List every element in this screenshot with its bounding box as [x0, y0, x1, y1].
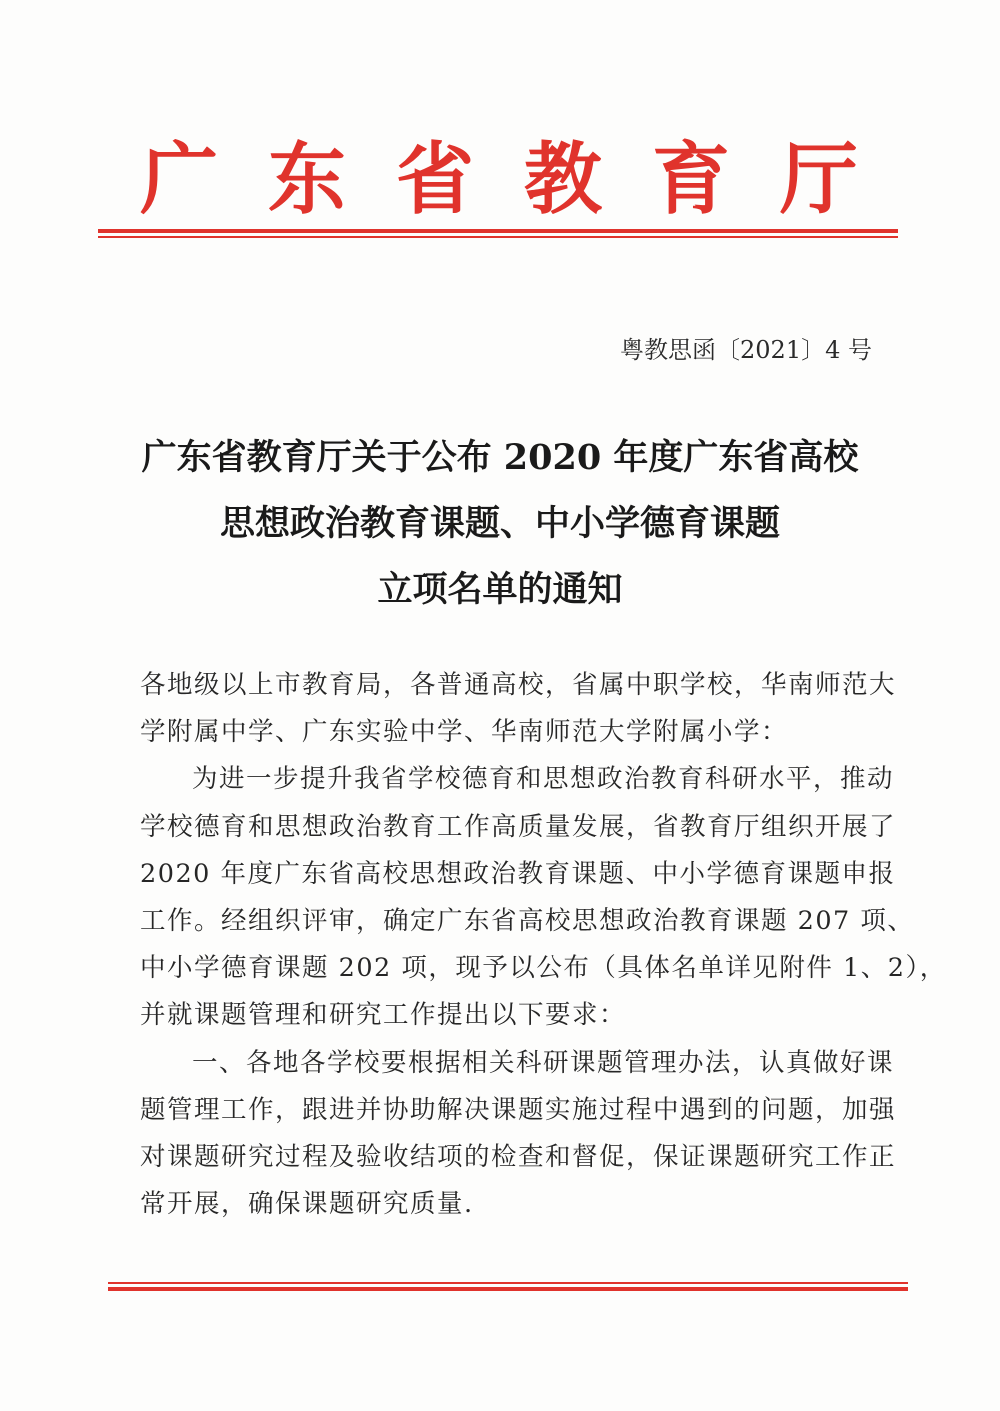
masthead-red-rule	[98, 229, 898, 238]
masthead-char: 教	[523, 134, 602, 225]
masthead	[100, 130, 900, 230]
body-line: 学校德育和思想政治教育工作高质量发展，省教育厅组织开展了	[140, 811, 897, 842]
title-line: 广东省教育厅关于公布 2020 年度广东省高校	[141, 437, 859, 478]
document-body	[140, 662, 947, 1228]
body-line: 题管理工作，跟进并协助解决课题实施过程中遇到的问题，加强	[140, 1094, 897, 1125]
document-number: 粤教思函〔2021〕4 号	[620, 336, 872, 364]
masthead-char: 育	[651, 134, 730, 225]
body-line: 常开展，确保课题研究质量.	[140, 1189, 474, 1220]
body-line: 并就课题管理和研究工作提出以下要求：	[140, 1000, 627, 1031]
document-title	[100, 425, 900, 623]
body-line: 为进一步提升我省学校德育和思想政治教育科研水平，推动	[192, 764, 895, 795]
masthead-char: 厅	[779, 134, 858, 225]
footer-red-rule	[108, 1282, 908, 1291]
body-line: 各地级以上市教育局，各普通高校，省属中职学校，华南师范大	[140, 670, 897, 700]
masthead-char: 广	[140, 134, 219, 225]
body-line: 一、各地各学校要根据相关科研课题管理办法，认真做好课	[192, 1047, 895, 1078]
masthead-char: 东	[267, 134, 346, 225]
body-line: 学附属中学、广东实验中学、华南师范大学附属小学：	[140, 717, 789, 748]
title-line: 立项名单的通知	[377, 569, 623, 610]
body-line: 2020 年度广东省高校思想政治教育课题、中小学德育课题申报	[140, 858, 896, 889]
body-line: 对课题研究过程及验收结项的检查和督促，保证课题研究工作正	[140, 1141, 897, 1172]
body-line: 工作。经组织评审，确定广东省高校思想政治教育课题 207 项、	[140, 905, 915, 936]
body-line: 中小学德育课题 202 项，现予以公布（具体名单详见附件 1、2），	[140, 953, 947, 984]
title-line: 思想政治教育课题、中小学德育课题	[219, 503, 780, 544]
masthead-char: 省	[395, 134, 474, 225]
